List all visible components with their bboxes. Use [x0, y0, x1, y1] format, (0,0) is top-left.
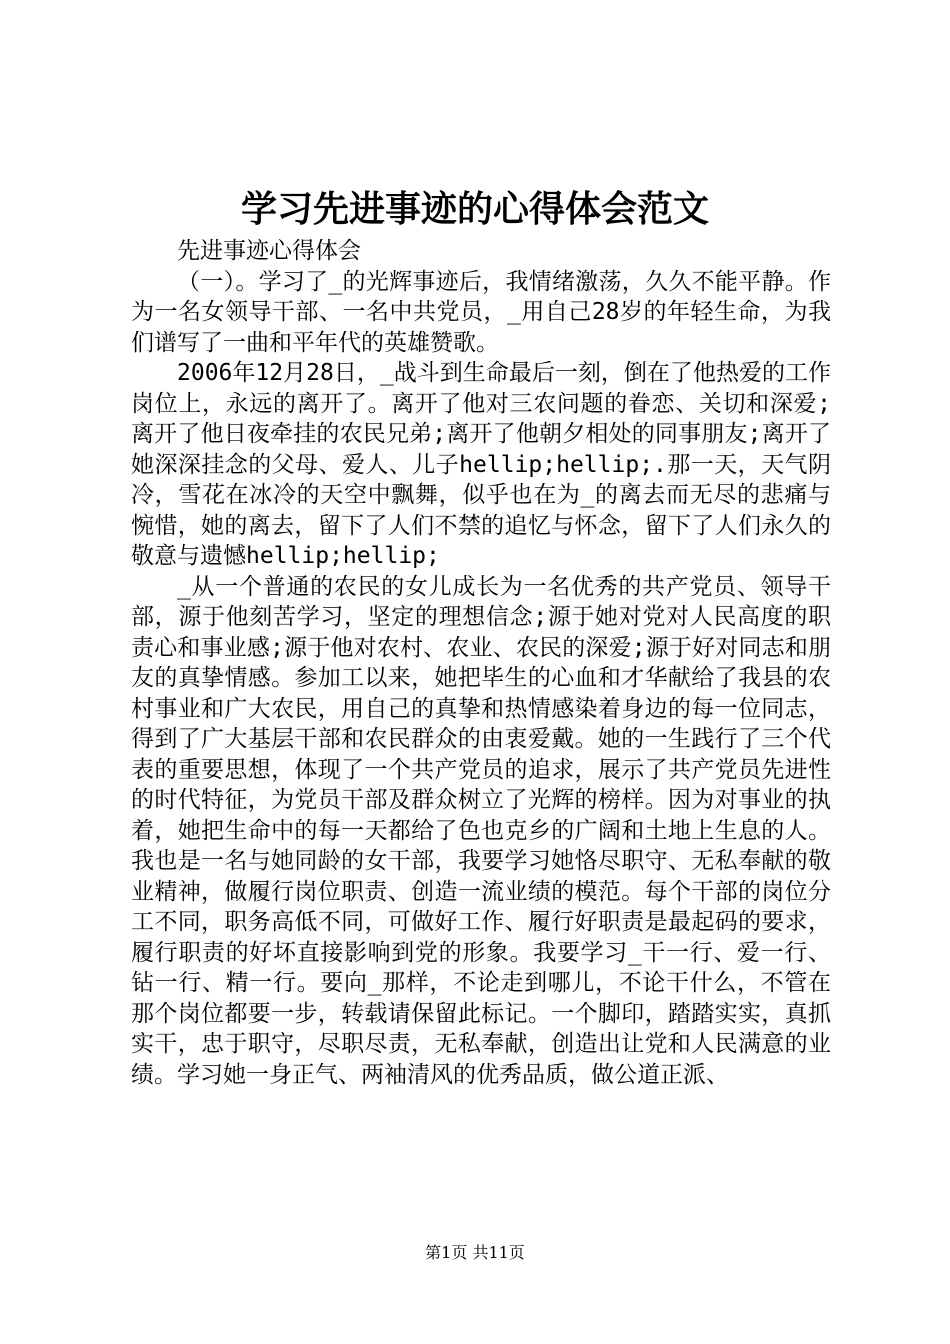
page-title: 学习先进事迹的心得体会范文 [240, 188, 709, 230]
subtitle: 先进事迹心得体会 [177, 238, 361, 264]
paragraph-3: _从一个普通的农民的女儿成长为一名优秀的共产党员、领导干部，源于他刻苦学习，坚定的理想信念;源于她对党对人民高度的职责心和事业感;源于他对农村、农业、农民的深爱;源于好对同志和朋友的真挚情感。参加工以来，她把毕生的心血和才华献给了我县的农村事业和广大农民，用自己的真挚和热情感染着身边的每一位同志，得到了广大基层干部和农民群众的由衷爱戴。她的一生践行了三个代表的重要思想，体现了一个共产党员的追求，展示了共产党员先进性的时代特征，为党员干部及群众树立了光辉的榜样。因为对事业的执着，她把生命中的每一天都给了色也克乡的广阔和土地上生息的人。我也是一名与她同龄的女干部，我要学习她恪尽职守、无私奉献的敬业精神，做履行岗位职责、创造一流业绩的模范。每个干部的岗位分工不同，职务高低不同，可做好工作、履行好职责是最起码的要求，履行职责的好坏直接影响到党的形象。我要学习_干一行、爱一行、钻一行、精一行。要向_那样，不论走到哪儿，不论干什么，不管在那个岗位都要一步，转载请保留此标记。一个脚印，踏踏实实，真抓实干，忠于职守，尽职尽责，无私奉献，创造出让党和人民满意的业绩。学习她一身正气、两袖清风的优秀品质，做公道正派、 [131, 573, 831, 1088]
paragraph-1: （一）。学习了_的光辉事迹后，我情绪激荡，久久不能平静。作为一名女领导干部、一名中共党员，_用自己28岁的年轻生命，为我们谱写了一曲和平年代的英雄赞歌。 [131, 268, 831, 356]
document-body [131, 236, 831, 1090]
paragraph-2: 2006年12月28日，_战斗到生命最后一刻，倒在了他热爱的工作岗位上，永远的离开了。离开了他对三农问题的眷恋、关切和深爱;离开了他日夜牵挂的农民兄弟;离开了他朝夕相处的同事朋友;离开了她深深挂念的父母、爱人、儿子hellip;hellip;.那一天，天气阴冷，雪花在冰冷的天空中飘舞，似乎也在为_的离去而无尽的悲痛与惋惜，她的离去，留下了人们不禁的追忆与怀念，留下了人们永久的敬意与遗憾hellip;hellip; [131, 360, 831, 569]
page-footer: 第1页 共11页 [425, 1243, 525, 1262]
